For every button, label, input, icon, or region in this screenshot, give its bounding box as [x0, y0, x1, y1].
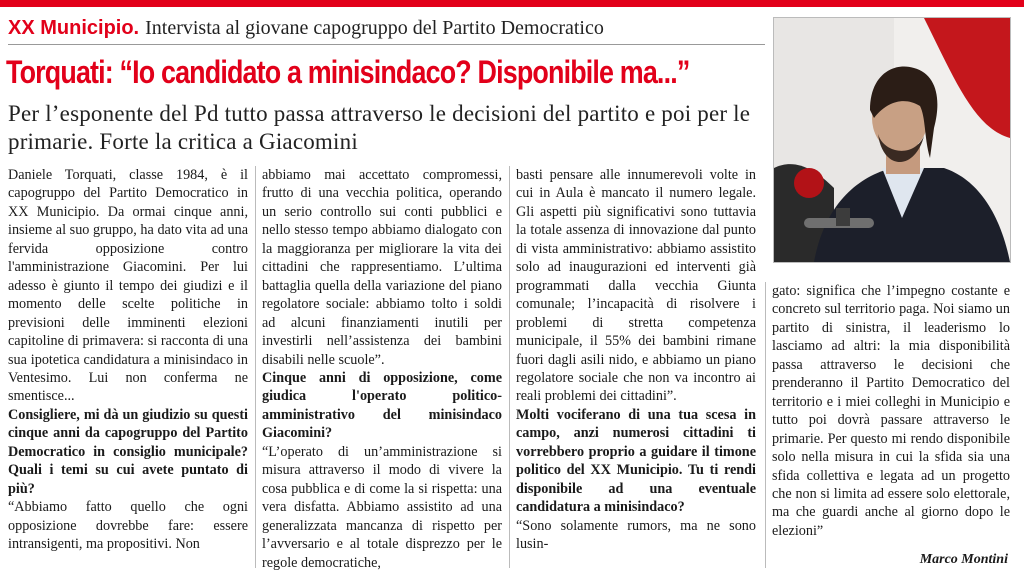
subheadline: Per l’esponente del Pd tutto passa attraverso le decisioni del partito e poi per le primarie. Forte la critica a Giacomini [8, 101, 751, 154]
question-3: Molti vociferano di una tua scesa in campo, anzi numerosi cittadini ti vorrebbero proprio a guidare il timone politico del XX Municipio. Tu ti rendi disponibile ad una eventuale candidatura a minisindaco? [516, 406, 756, 516]
headline: Torquati: “Io candidato a minisindaco? Disponibile ma...” [6, 54, 690, 90]
article-column-3 [516, 166, 756, 554]
intro-paragraph: Daniele Torquati, classe 1984, è il capogruppo del Partito Democratico in XX Municipio. Da ormai cinque anni, insieme al suo gruppo, ha dato vita ad una fervida opposizione contro l'amministrazione Giacomini. Per lui adesso è giunto il tempo dei giudizi e il momento delle scelte politiche in previsioni delle imminenti elezioni capitoline di primavera: si racconta di una sua ipotetica candidatura a minisindaco in Ventesimo. Lui non conferma ne smentisce... [8, 167, 248, 405]
question-1: Consigliere, mi dà un giudizio su questi cinque anni da capogruppo del Partito Democratico in consiglio municipale? Quali i temi su cui avete puntato di più? [8, 406, 248, 497]
column-divider [765, 282, 766, 568]
kicker-line [8, 14, 604, 42]
answer-1-start: “Abbiamo fatto quello che ogni opposizione dovrebbe fare: essere intransigenti, ma propositivi. Non [8, 499, 248, 553]
kicker-text: Intervista al giovane capogruppo del Partito Democratico [145, 17, 604, 39]
answer-3-start: “Sono solamente rumors, ma ne sono lusin- [516, 517, 756, 553]
article-column-2 [262, 166, 502, 572]
answer-3-continued: gato: significa che l’impegno costante e concreto sul territorio paga. Noi siamo un partito di sinistra, il leaderismo lo lasciamo ad altri: la mia disponibilità passa attraverso le decisioni che prenderanno il Partito Democratico del territorio e i miei colleghi in Municipio e tutto poi dovrà passare attraverso le primarie. Per questo mi rendo disponibile solo nella misura in cui la sfida sia una sfida collettiva e legata ad un progetto che non si limita ad essere solo elettorale, ma che guardi anche al giorno dopo le elezioni” [772, 283, 1010, 539]
answer-2-continued: basti pensare alle innumerevoli volte in cui in Aula è mancato il numero legale. Gli aspetti più significativi sono tuttavia la totale assenza di innovazione dal punto di vista amministrativo: abbiamo assistito solo ad inaugurazioni ed interventi già programmati dalla vecchia Giunta comunale; l’incapacità di risolvere i problemi di stretta competenza municipale, il 55% dei bambini rimane fuori dagli asili nido, e abbiamo un piano regolatore sociale che non va incontro ai reali problemi dei cittadini”. [516, 167, 756, 405]
interview-photo-icon [774, 18, 1010, 262]
answer-1-continued: abbiamo mai accettato compromessi, frutto di una vecchia politica, operando un serio controllo sui conti pubblici e nello stesso tempo abbiamo dialogato con la maggioranza per migliorare la vita dei cittadini che rappresentiamo. L’ultima battaglia quella della variazione del piano regolatore sociale: abbiamo tolto i soldi ad alcuni finanziamenti inutili per investirli nell’assistenza dei bambini disabili nelle scuole”. [262, 167, 502, 368]
section-label: XX Municipio. [8, 17, 140, 39]
article-column-1 [8, 166, 248, 554]
kicker-divider [8, 44, 765, 45]
author-byline: Marco Montini [919, 552, 1008, 567]
column-divider [509, 166, 510, 568]
top-accent-bar [0, 0, 1024, 7]
column-divider [255, 166, 256, 568]
article-column-4 [772, 282, 1010, 540]
answer-2-start: “L’operato di un’amministrazione si misura attraverso il modo di vivere la cosa pubblica e di come la si rispetta: una vera disfatta. Abbiamo assistito ad una generalizzata mancanza di rispetto per l’avversario e al totale disprezzo per le regole democratiche, [262, 443, 502, 571]
interview-photo [773, 17, 1011, 263]
question-2: Cinque anni di opposizione, come giudica l'operato politico-amministrativo del minisindaco Giacomini? [262, 369, 502, 442]
